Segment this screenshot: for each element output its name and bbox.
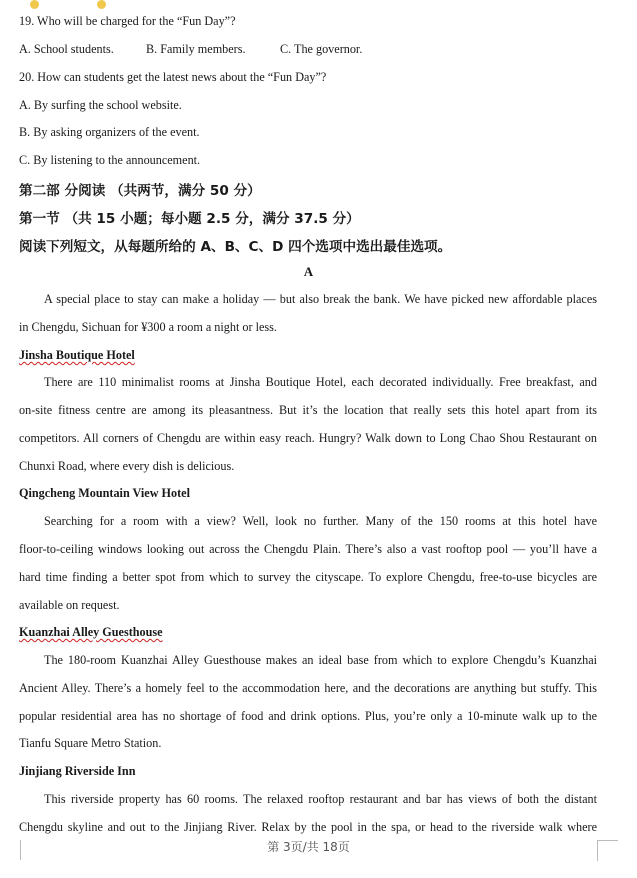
question-20: 20. How can students get the latest news about the “Fun Day”? [19,70,327,84]
header-decoration [30,0,190,4]
hotel-1-line-3: competitors. All corners of Chengdu are within easy reach. Hungry? Walk down to Long Chao Shou Restaurant on [19,431,597,445]
hotel-4-line-2: Chengdu skyline and out to the Jinjiang River. Relax by the pool in the spa, or head to the riverside walk where [19,820,597,834]
hotel-1-line-2: on-site fitness centre are among its pleasantness. But it’s the location that really sets this hotel apart from its [19,403,597,417]
reading-instruction: 阅读下列短文，从每题所给的 A、B、C、D 四个选项中选出最佳选项。 [19,239,452,255]
section-heading: 第一节 （共 15 小题；每小题 2.5 分，满分 37.5 分） [19,211,360,227]
hotel-name-qingcheng: Qingcheng Mountain View Hotel [19,486,190,500]
intro-line-2: in Chengdu, Sichuan for ¥300 a room a night or less. [19,320,277,334]
option-20-a: A. By surfing the school website. [19,98,182,112]
option-20-c: C. By listening to the announcement. [19,153,201,167]
hotel-2-line-1: Searching for a room with a view? Well, look no further. Many of the 150 rooms at this hotel have [44,514,597,528]
hotel-3-line-2: Ancient Alley. There’s a homely feel to the accommodation here, and the decorations are anything but stuffy. This [19,681,597,695]
hotel-3-line-1: The 180-room Kuanzhai Alley Guesthouse makes an ideal base from which to explore Chengdu’s Kuanzhai [44,653,597,667]
hotel-2-line-3: hard time finding a better spot from which to survey the cityscape. To explore Chengdu, free-to-use bicycles are [19,570,597,584]
hotel-1-line-4: Chunxi Road, where every dish is delicious. [19,459,235,473]
hotel-2-line-2: floor-to-ceiling windows looking out across the Chengdu Plain. There’s also a vast rooftop pool — you’ll have a [19,542,597,556]
hotel-4-line-1: This riverside property has 60 rooms. The relaxed rooftop restaurant and bar has views of both the distant [44,792,597,806]
hotel-name-kuanzhai: Kuanzhai Alley Guesthouse [19,625,163,639]
option-19-a: A. School students. [19,42,114,56]
option-20-b: B. By asking organizers of the event. [19,125,200,139]
hotel-name-jinjiang: Jinjiang Riverside Inn [19,764,136,778]
question-19-options [19,42,362,57]
intro-line-1: A special place to stay can make a holiday — but also break the bank. We have picked new affordable places [44,292,597,306]
page-number: 第 3页/共 18页 [267,840,350,854]
hotel-2-line-4: available on request. [19,598,120,612]
hotel-3-line-4: Tianfu Square Metro Station. [19,736,162,750]
hotel-name-jinsha: Jinsha Boutique Hotel [19,348,135,362]
hotel-1-line-1: There are 110 minimalist rooms at Jinsha Boutique Hotel, each decorated individually. Free breakfast, and [44,375,597,389]
option-19-c: C. The governor. [280,42,363,56]
part-heading: 第二部 分阅读 （共两节，满分 50 分） [19,183,261,199]
option-19-b: B. Family members. [146,42,246,56]
hotel-3-line-3: popular residential area has no shortage of food and drink options. Plus, you’re only a 10-minute walk up to the [19,709,597,723]
passage-letter: A [303,264,314,279]
question-19: 19. Who will be charged for the “Fun Day”? [19,14,236,28]
